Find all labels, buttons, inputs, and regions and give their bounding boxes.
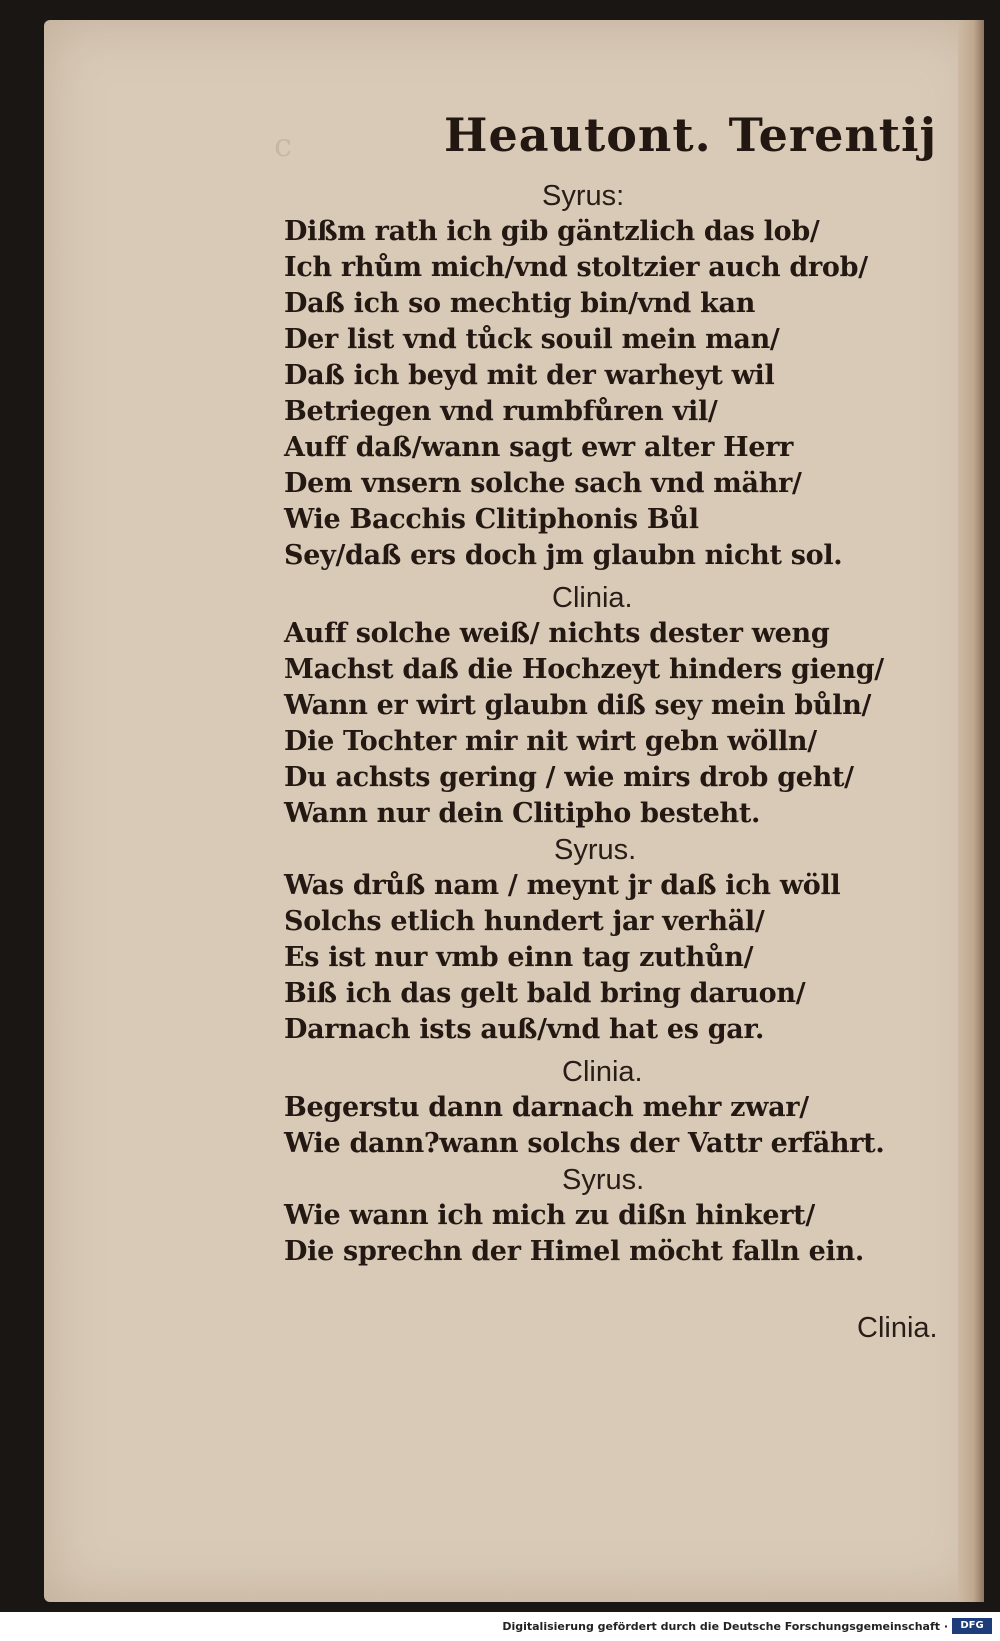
- verse-line: Ich rhům mich/vnd stoltzier auch drob/: [284, 252, 868, 283]
- verse-text: [284, 178, 944, 1270]
- verse-line: Darnach ists auß/vnd hat es gar.: [284, 1014, 765, 1045]
- verse-line: Solchs etlich hundert jar verhäl/: [284, 906, 765, 937]
- verse-line: Machst daß die Hochzeyt hinders gieng/: [284, 654, 884, 685]
- verse-line: Betriegen vnd rumbfůren vil/: [284, 396, 718, 427]
- funding-credit: Digitalisierung gefördert durch die Deutsche Forschungsgemeinschaft ·: [502, 1620, 948, 1633]
- verse-line: Es ist nur vmb einn tag zuthůn/: [284, 942, 754, 973]
- verse-line: Wann er wirt glaubn diß sey mein bůln/: [284, 690, 872, 721]
- verse-line: Wann nur dein Clitipho besteht.: [284, 798, 761, 829]
- verse-line: Biß ich das gelt bald bring daruon/: [284, 978, 806, 1009]
- speaker-label: Clinia.: [562, 1056, 643, 1088]
- verse-line: Wie dann?wann solchs der Vattr erfährt.: [284, 1128, 885, 1159]
- speaker-label: Syrus.: [554, 834, 637, 866]
- verse-line: Du achsts gering / wie mirs drob geht/: [284, 762, 854, 793]
- verse-line: Auff solche weiß/ nichts dester weng: [284, 618, 830, 649]
- verse-line: Wie wann ich mich zu dißn hinkert/: [284, 1200, 815, 1231]
- verse-line: Daß ich beyd mit der warheyt wil: [284, 360, 775, 391]
- verse-line: Begerstu dann darnach mehr zwar/: [284, 1092, 809, 1123]
- catchword: Clinia.: [857, 1312, 938, 1344]
- verse-line: Die sprechn der Himel möcht falln ein.: [284, 1236, 864, 1267]
- speaker-label: Syrus:: [542, 180, 625, 212]
- bleed-through-mark: c: [274, 126, 292, 164]
- verse-line: Dem vnsern solche sach vnd mähr/: [284, 468, 802, 499]
- page-edge: [958, 20, 984, 1602]
- speaker-label: Syrus.: [562, 1164, 645, 1196]
- verse-line: Sey/daß ers doch jm glaubn nicht sol.: [284, 540, 843, 571]
- verse-line: Auff daß/wann sagt ewr alter Herr: [284, 432, 794, 463]
- speaker-label: Clinia.: [552, 582, 633, 614]
- verse-line: Die Tochter mir nit wirt gebn wölln/: [284, 726, 817, 757]
- dfg-logo: DFG: [952, 1618, 992, 1634]
- digitization-footer: [0, 1612, 1000, 1641]
- verse-line: Daß ich so mechtig bin/vnd kan: [284, 288, 756, 319]
- verse-line: Dißm rath ich gib gäntzlich das lob/: [284, 216, 820, 247]
- running-head: Heautont. Terentij: [444, 108, 938, 162]
- verse-line: Wie Bacchis Clitiphonis Bůl: [284, 504, 699, 535]
- verse-line: Was drůß nam / meynt jr daß ich wöll: [284, 870, 841, 901]
- verse-line: Der list vnd tůck souil mein man/: [284, 324, 780, 355]
- book-page: [44, 20, 984, 1602]
- page-header: [44, 108, 984, 178]
